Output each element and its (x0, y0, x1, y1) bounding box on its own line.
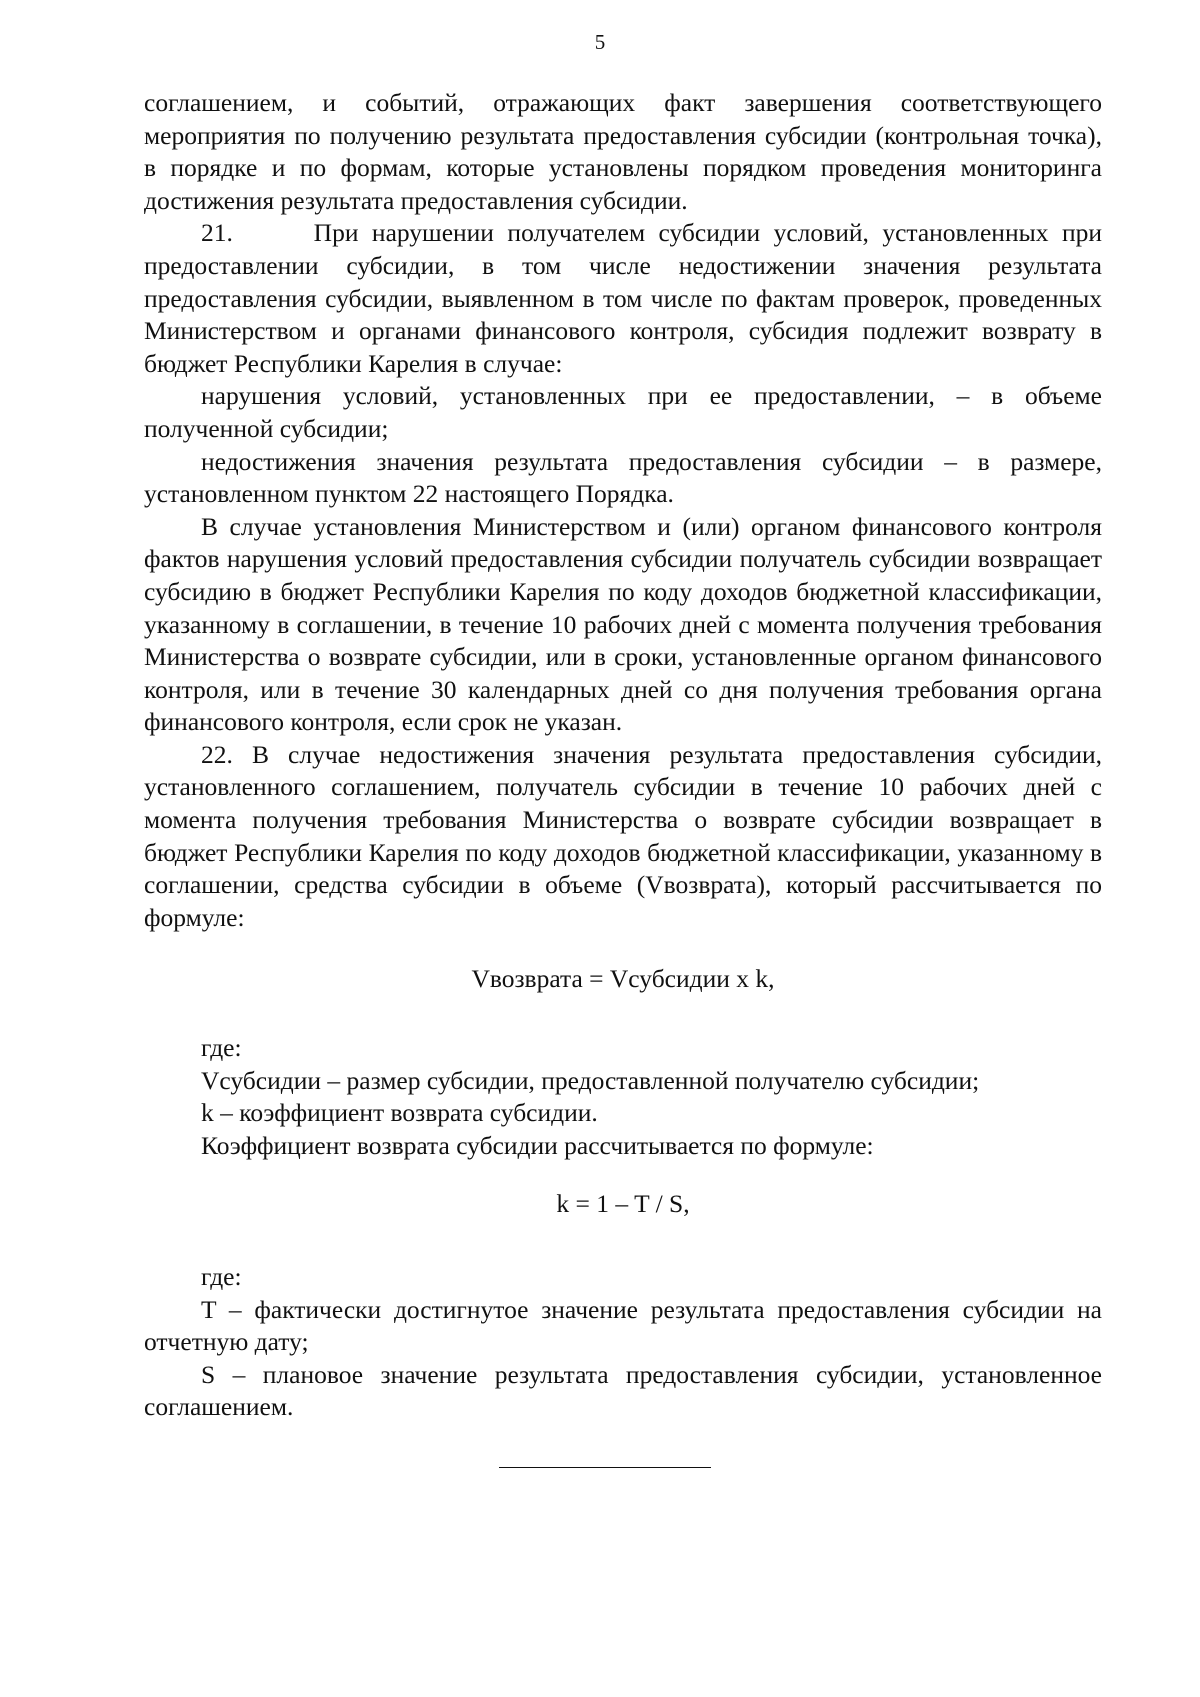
formula-coefficient: k = 1 – T / S, (556, 1189, 690, 1219)
paragraph-refund-terms: В случае установления Министерством и (или) органом финансового контроля фактов нарушения условий предоставления субсидии получатель субсидии возвращает субсидию в бюджет Республики Карелия по коду доходов бюджетной классификации, указанному в соглашении, в течение 10 рабочих дней с момента получения требования Министерства о возврате субсидии, или в сроки, установленные органом финансового контроля, или в течение 30 календарных дней со дня получения требования органа финансового контроля, если срок не указан. (144, 511, 1102, 737)
definition-v-subsidy: Vсубсидии – размер субсидии, предоставленной получателю субсидии; (201, 1065, 980, 1095)
paragraph-violation-case: нарушения условий, установленных при ее предоставлении, – в объеме полученной субсидии; (144, 381, 1102, 443)
paragraph-non-achievement-case: недостижения значения результата предоставления субсидии – в размере, установленном пунктом 22 настоящего Порядка. (144, 446, 1102, 509)
formula-refund-volume: Vвозврата = Vсубсидии x k, (471, 964, 775, 994)
paragraph-22: 22. В случае недостижения значения результата предоставления субсидии, установленного соглашением, получатель субсидии в течение 10 рабочих дней с момента получения требования Министерства о возврате субсидии возвращает в бюджет Республики Карелия по коду доходов бюджетной классификации, указанному в соглашении, средства субсидии в объеме (Vвозврата), который рассчитывается по формуле: (144, 739, 1102, 932)
document-body (144, 87, 1102, 1468)
coefficient-intro: Коэффициент возврата субсидии рассчитывается по формуле: (201, 1130, 874, 1160)
paragraph-21: 21. При нарушении получателем субсидии условий, установленных при предоставлении субсидии, в том числе недостижении значения результата предоставления субсидии, выявленном в том числе по фактам проверок, проведенных Министерством и органами финансового контроля, субсидия подлежит возврату в бюджет Республики Карелия в случае: (144, 218, 1102, 378)
definition-k: k – коэффициент возврата субсидии. (201, 1098, 598, 1128)
definition-s: S – плановое значение результата предоставления субсидии, установленное соглашением. (144, 1359, 1102, 1422)
end-of-document-line (499, 1467, 711, 1468)
where-label-2: где: (201, 1262, 242, 1291)
where-label-1: где: (201, 1033, 242, 1063)
definition-t: T – фактически достигнутое значение результата предоставления субсидии на отчетную дату; (144, 1294, 1102, 1357)
paragraph-continuation: соглашением, и событий, отражающих факт завершения соответствующего мероприятия по получению результата предоставления субсидии (контрольная точка), в порядке и по формам, которые установлены порядком проведения мониторинга достижения результата предоставления субсидии. (144, 88, 1102, 215)
page-number: 5 (594, 30, 606, 54)
